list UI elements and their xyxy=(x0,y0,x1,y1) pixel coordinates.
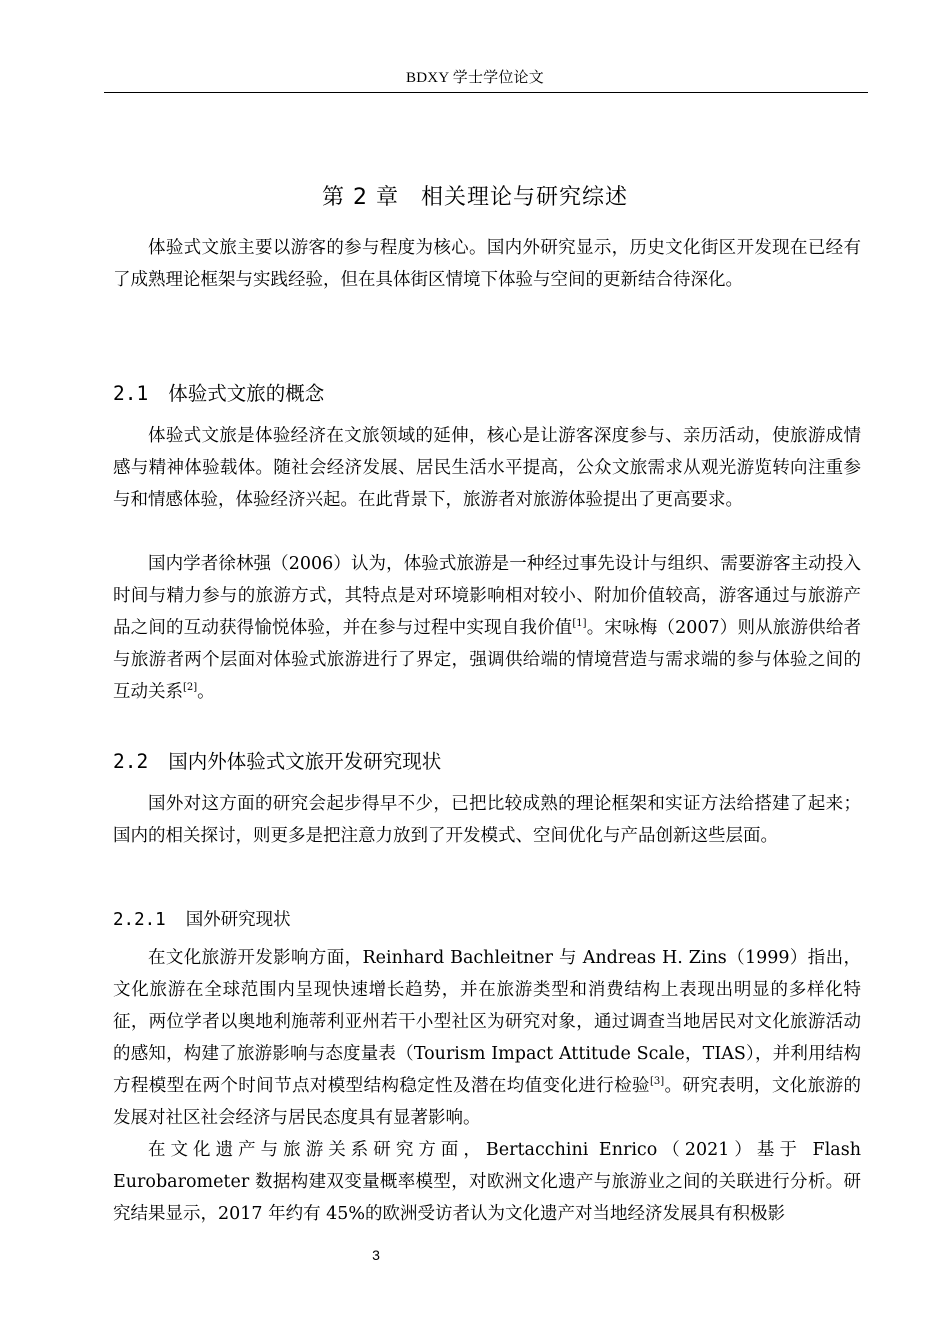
chapter-heading: 相关理论与研究综述 xyxy=(420,185,628,210)
section-number: 2.2 xyxy=(113,750,149,773)
citation-ref-3: [3] xyxy=(649,1076,665,1087)
section-title: 国内外体验式文旅开发研究现状 xyxy=(168,750,442,773)
paragraph-text: 在文化旅游开发影响方面，Reinhard Bachleitner 与 Andreas H. Zins（1999）指出，文化旅游在全球范围内呈现快速增长趋势，并在旅游类型和消费结构上表现出明显的多样化特征，两位学者以奥地利施蒂利亚州若干小型社区为研究对象，通过调查当地居民对文化旅游活动的感知，构建了旅游影响与态度量表（Tourism Impact Attitude Scale，TIAS），并利用结构方程模型在两个时间节点对模型结构稳定性及潜在均值变化进行检验 xyxy=(113,948,861,1096)
section-heading-2-2-1 xyxy=(113,906,291,931)
section-number: 2.2.1 xyxy=(113,910,166,930)
paragraph-text: 。宋咏梅（2007）则从旅游供给者与旅游者两个层面对体验式旅游进行了界定，强调供给端的情境营造与需求端的参与体验之间的互动关系 xyxy=(113,618,861,702)
paragraph-2-2-1-b: 在文化遗产与旅游关系研究方面，Bertacchini Enrico（2021）基于 Flash Eurobarometer 数据构建双变量概率模型，对欧洲文化遗产与旅游业之间的关联进行分析。研究结果显示，2017 年约有 45%的欧洲受访者认为文化遗产对当地经济发展具有积极影 xyxy=(113,1140,861,1224)
section-title: 国外研究现状 xyxy=(185,910,291,930)
header-rule xyxy=(104,92,868,93)
paragraph-2-2-1-a xyxy=(113,942,861,1134)
chapter-title xyxy=(0,180,950,211)
paragraph-text: 。 xyxy=(197,682,215,702)
section-heading-2-1 xyxy=(113,378,324,406)
running-header: BDXY 学士学位论文 xyxy=(406,70,544,86)
paragraph-2-1-b xyxy=(113,548,861,708)
section-title: 体验式文旅的概念 xyxy=(168,382,325,405)
paragraph-2-2: 国外对这方面的研究会起步得早不少，已把比较成熟的理论框架和实证方法给搭建了起来；国内的相关探讨，则更多是把注意力放到了开发模式、空间优化与产品创新这些层面。 xyxy=(113,794,861,846)
chapter-intro-paragraph: 体验式文旅主要以游客的参与程度为核心。国内外研究显示，历史文化街区开发现在已经有了成熟理论框架与实践经验，但在具体街区情境下体验与空间的更新结合待深化。 xyxy=(113,238,861,290)
citation-ref-1: [1] xyxy=(572,618,587,629)
citation-ref-2: [2] xyxy=(183,682,198,693)
paragraph-text: 国内学者徐林强（2006）认为，体验式旅游是一种经过事先设计与组织、需要游客主动投入时间与精力参与的旅游方式，其特点是对环境影响相对较小、附加价值较高，游客通过与旅游产品之间的互动获得愉悦体验，并在参与过程中实现自我价值 xyxy=(113,554,861,638)
section-number: 2.1 xyxy=(113,382,149,405)
paragraph-2-1-a: 体验式文旅是体验经济在文旅领域的延伸，核心是让游客深度参与、亲历活动，使旅游成情感与精神体验载体。随社会经济发展、居民生活水平提高，公众文旅需求从观光游览转向注重参与和情感体验，体验经济兴起。在此背景下，旅游者对旅游体验提出了更高要求。 xyxy=(113,426,861,510)
chapter-label: 第 2 章 xyxy=(322,185,399,210)
paragraph-text: 。研究表明，文化旅游的发展对社区社会经济与居民态度具有显著影响。 xyxy=(113,1076,862,1128)
page-number: 3 xyxy=(372,1247,380,1263)
section-heading-2-2 xyxy=(113,746,441,774)
